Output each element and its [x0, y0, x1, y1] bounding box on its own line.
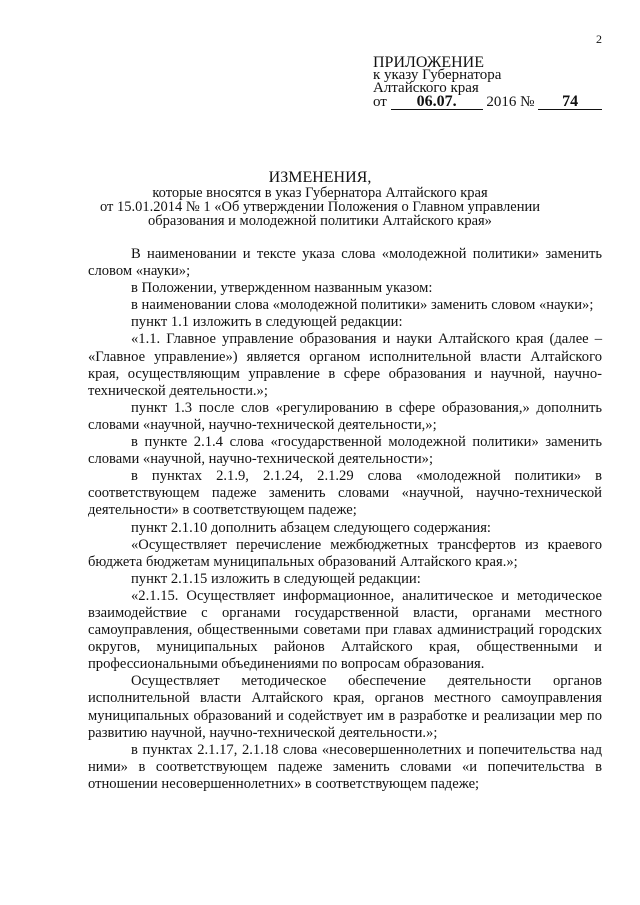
paragraph: Осуществляет методическое обеспечение деятельности органов исполнительной власти Алтайского края, органов местного самоуправления муниципальных образований и содействует им в разработке и реализации мер по развитию научной, научно-технической деятельности.»; — [88, 673, 602, 741]
appendix-header — [373, 56, 602, 110]
date-value: 06.07. — [391, 95, 483, 110]
paragraph: пункт 2.1.15 изложить в следующей редакции: — [131, 570, 421, 587]
paragraph: В наименовании и тексте указа слова «молодежной политики» заменить словом «науки»; — [88, 246, 602, 280]
paragraph: в пунктах 2.1.9, 2.1.24, 2.1.29 слова «молодежной политики» в соответствующем падеже заменить словами «научной, научно-технической деятельности» в соответствующем падеже; — [88, 468, 602, 519]
appendix-date-line — [373, 95, 602, 110]
page-number: 2 — [596, 32, 602, 46]
paragraph: в наименовании слова «молодежной политики» заменить словом «науки»; — [131, 297, 594, 314]
appendix-heading: ПРИЛОЖЕНИЕ — [373, 54, 485, 71]
paragraph: в пункте 2.1.4 слова «государственной молодежной политики» заменить словами «научной, научно-технической деятельности»; — [88, 434, 602, 468]
paragraph: пункт 1.1 изложить в следующей редакции: — [131, 314, 403, 331]
document-body — [88, 246, 602, 793]
document-title — [80, 170, 560, 228]
title-line: которые вносятся в указ Губернатора Алтайского края — [152, 185, 488, 201]
paragraph: пункт 1.3 после слов «регулированию в сфере образования,» дополнить словами «научной, научно-технической деятельности,»; — [88, 399, 602, 433]
paragraph: пункт 2.1.10 дополнить абзацем следующего содержания: — [131, 519, 491, 536]
paragraph: в Положении, утвержденном названным указом: — [131, 280, 433, 297]
appendix-line-region: Алтайского края — [373, 80, 479, 96]
paragraph: «1.1. Главное управление образования и науки Алтайского края (далее – «Главное управление») является органом исполнительной власти Алтайского края, осуществляющим управление в сфере образования и научной, научно-технической деятельности.»; — [88, 331, 602, 399]
title-heading: ИЗМЕНЕНИЯ, — [268, 169, 372, 186]
title-line: от 15.01.2014 № 1 «Об утверждении Положения о Главном управлении — [100, 199, 540, 215]
paragraph: «2.1.15. Осуществляет информационное, аналитическое и методическое взаимодействие с органами государственной власти, органами местного самоуправления, общественными советами при главах администраций городских округов, муниципальных районов Алтайского края, общественными и профессиональными объединениями по вопросам образования. — [88, 587, 602, 673]
title-line: образования и молодежной политики Алтайского края» — [148, 213, 492, 229]
paragraph: в пунктах 2.1.17, 2.1.18 слова «несовершеннолетних и попечительства над ними» в соответствующем падеже заменить словами «и попечительства в отношении несовершеннолетних» в соответствующем падеже; — [88, 741, 602, 792]
date-prefix: от — [373, 94, 387, 110]
number-sign: № — [520, 94, 535, 110]
paragraph: «Осуществляет перечисление межбюджетных трансфертов из краевого бюджета бюджетам муниципальных образований Алтайского края.»; — [88, 536, 602, 570]
decree-number: 74 — [538, 95, 602, 110]
appendix-line-decree: к указу Губернатора — [373, 67, 502, 83]
year: 2016 — [486, 94, 517, 110]
